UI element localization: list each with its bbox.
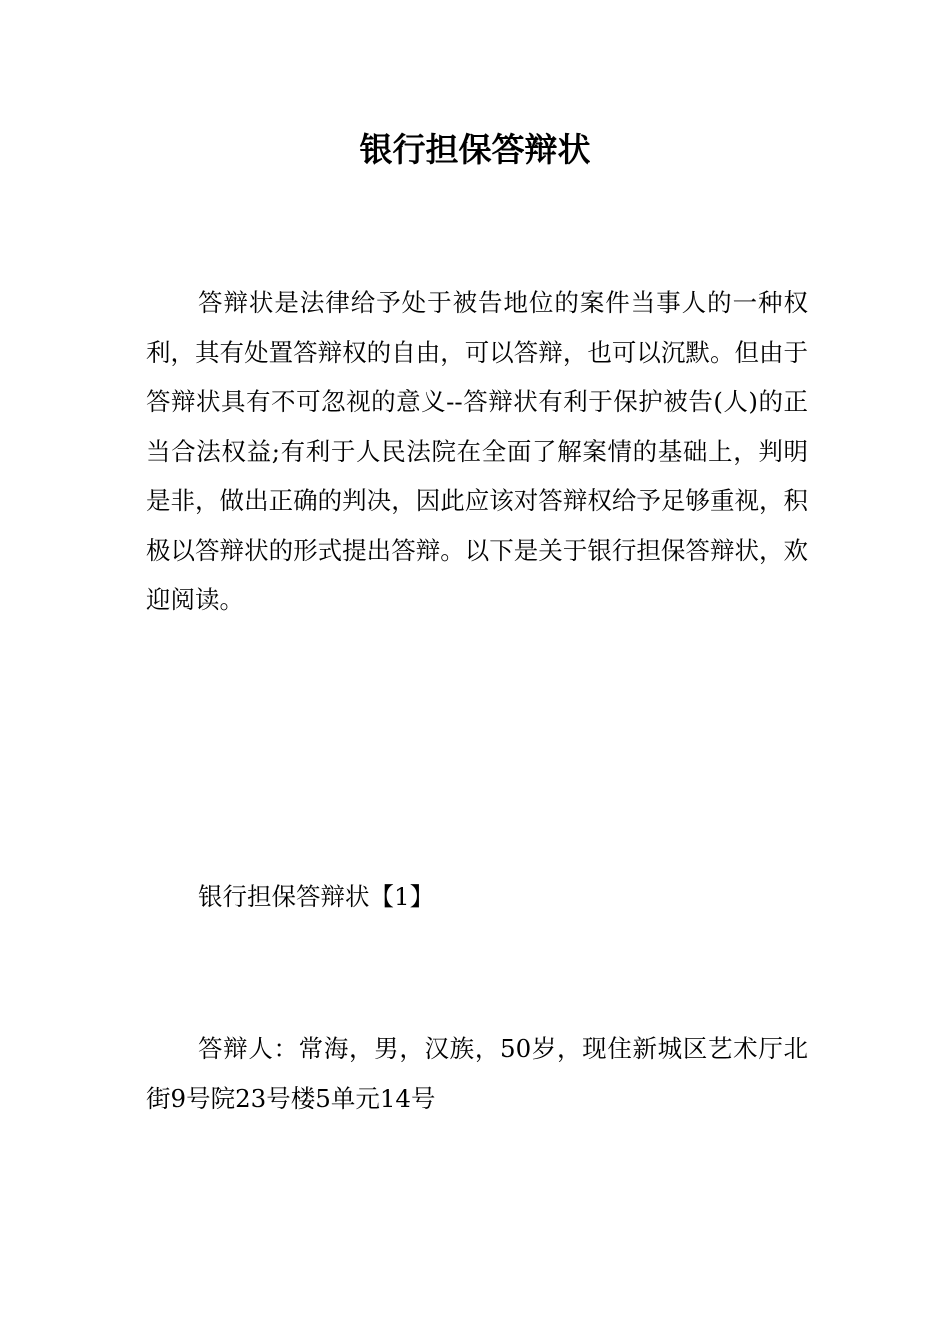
document-title: 银行担保答辩状 [359, 130, 591, 169]
intro-paragraph: 答辩状是法律给予处于被告地位的案件当事人的一种权利，其有处置答辩权的自由，可以答辩，也可以沉默。但由于答辩状具有不可忽视的意义--答辩状有利于保护被告(人)的正当合法权益;有利于人民法院在全面了解案情的基础上，判明是非，做出正确的判决，因此应该对答辩权给予足够重视，积极以答辩状的形式提出答辩。以下是关于银行担保答辩状，欢迎阅读。 [146, 288, 808, 614]
section-heading: 银行担保答辩状【1】 [198, 882, 435, 911]
respondent-paragraph: 答辩人：常海，男，汉族，50岁，现住新城区艺术厅北街9号院23号楼5单元14号 [146, 1034, 808, 1113]
